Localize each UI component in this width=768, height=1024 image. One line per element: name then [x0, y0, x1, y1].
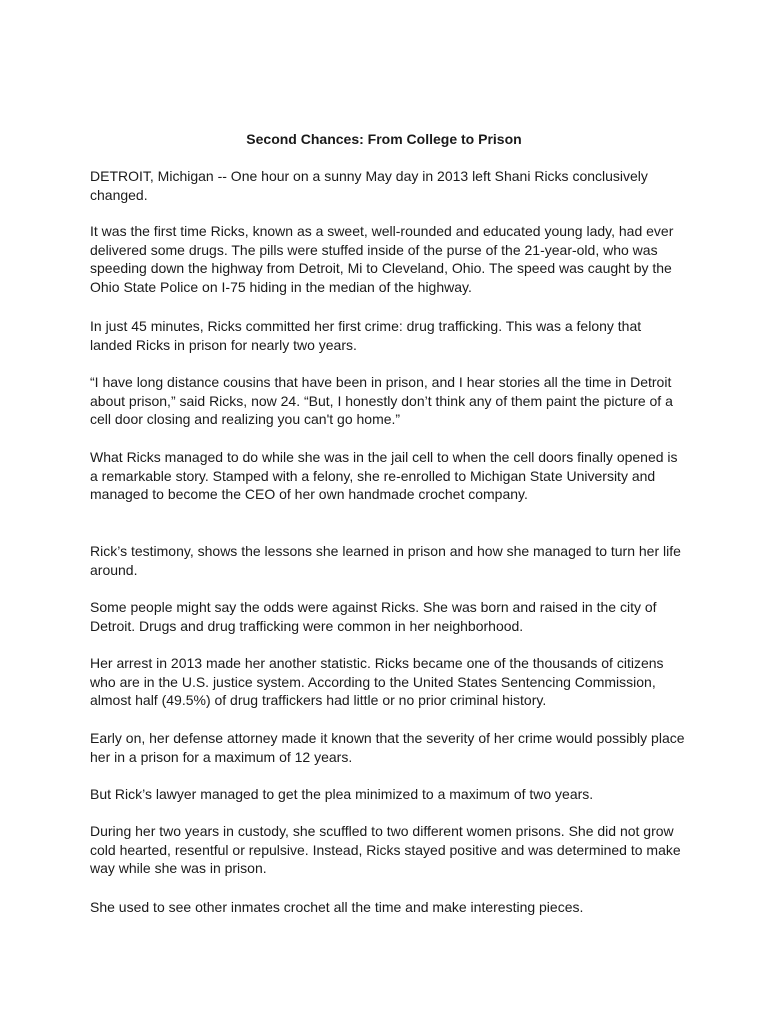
paragraph-line: During her two years in custody, she scuffled to two different women prisons. She did not grow: [90, 823, 674, 839]
paragraph-9: [90, 729, 690, 766]
paragraph-10: [90, 785, 690, 804]
paragraph-line: cell door closing and realizing you can't go home.”: [90, 411, 401, 428]
paragraph-line: It was the first time Ricks, known as a sweet, well-rounded and educated young lady, had ever: [90, 223, 674, 239]
paragraph-line: Detroit. Drugs and drug trafficking were common in her neighborhood.: [90, 617, 524, 634]
paragraph-line: But Rick’s lawyer managed to get the plea minimized to a maximum of two years.: [90, 786, 594, 802]
paragraph-line: DETROIT, Michigan -- One hour on a sunny May day in 2013 left Shani Ricks conclusively: [90, 168, 648, 184]
paragraph-line: Her arrest in 2013 made her another statistic. Ricks became one of the thousands of citizens: [90, 655, 664, 671]
paragraph-line: What Ricks managed to do while she was in the jail cell to when the cell doors finally opened is: [90, 449, 678, 465]
paragraph-1: [90, 167, 690, 204]
paragraph-7: [90, 598, 690, 635]
paragraph-line: around.: [90, 561, 138, 578]
paragraph-line: speeding down the highway from Detroit, Mi to Cleveland, Ohio. The speed was caught by the: [90, 260, 672, 277]
paragraph-line: who are in the U.S. justice system. According to the United States Sentencing Commission,: [90, 673, 656, 690]
paragraph-line: her in a prison for a maximum of 12 years.: [90, 748, 353, 765]
paragraph-line: about prison,” said Ricks, now 24. “But, I honestly don’t think any of them paint the picture of a: [90, 392, 673, 409]
paragraph-line: almost half (49.5%) of drug traffickers had little or no prior criminal history.: [90, 692, 547, 709]
paragraph-line: Some people might say the odds were against Ricks. She was born and raised in the city of: [90, 599, 657, 615]
paragraph-line: Ohio State Police on I-75 hiding in the median of the highway.: [90, 278, 472, 295]
paragraph-4: [90, 373, 690, 429]
paragraph-line: delivered some drugs. The pills were stuffed inside of the purse of the 21-year-old, who was: [90, 241, 658, 258]
paragraph-line: She used to see other inmates crochet all the time and make interesting pieces.: [90, 899, 584, 915]
paragraph-11: [90, 822, 690, 878]
paragraph-line: cold hearted, resentful or repulsive. Instead, Ricks stayed positive and was determined to make: [90, 841, 681, 858]
paragraph-line: In just 45 minutes, Ricks committed her first crime: drug trafficking. This was a felony that: [90, 318, 642, 334]
paragraph-line: landed Ricks in prison for nearly two years.: [90, 336, 357, 353]
paragraph-line: Early on, her defense attorney made it known that the severity of her crime would possibly place: [90, 730, 685, 746]
paragraph-6: [90, 542, 690, 579]
paragraph-12: [90, 898, 690, 917]
paragraph-3: [90, 317, 690, 354]
paragraph-line: changed.: [90, 186, 148, 203]
article-title: Second Chances: From College to Prison: [246, 131, 522, 147]
paragraph-line: a remarkable story. Stamped with a felony, she re-enrolled to Michigan State University and: [90, 467, 656, 484]
paragraph-8: [90, 654, 690, 710]
paragraph-5: [90, 448, 690, 504]
paragraph-line: “I have long distance cousins that have been in prison, and I hear stories all the time in Detroit: [90, 374, 672, 390]
paragraph-line: way while she was in prison.: [90, 860, 267, 877]
paragraph-line: Rick’s testimony, shows the lessons she learned in prison and how she managed to turn her life: [90, 543, 681, 559]
paragraph-line: managed to become the CEO of her own handmade crochet company.: [90, 486, 528, 503]
paragraph-2: [90, 222, 690, 296]
